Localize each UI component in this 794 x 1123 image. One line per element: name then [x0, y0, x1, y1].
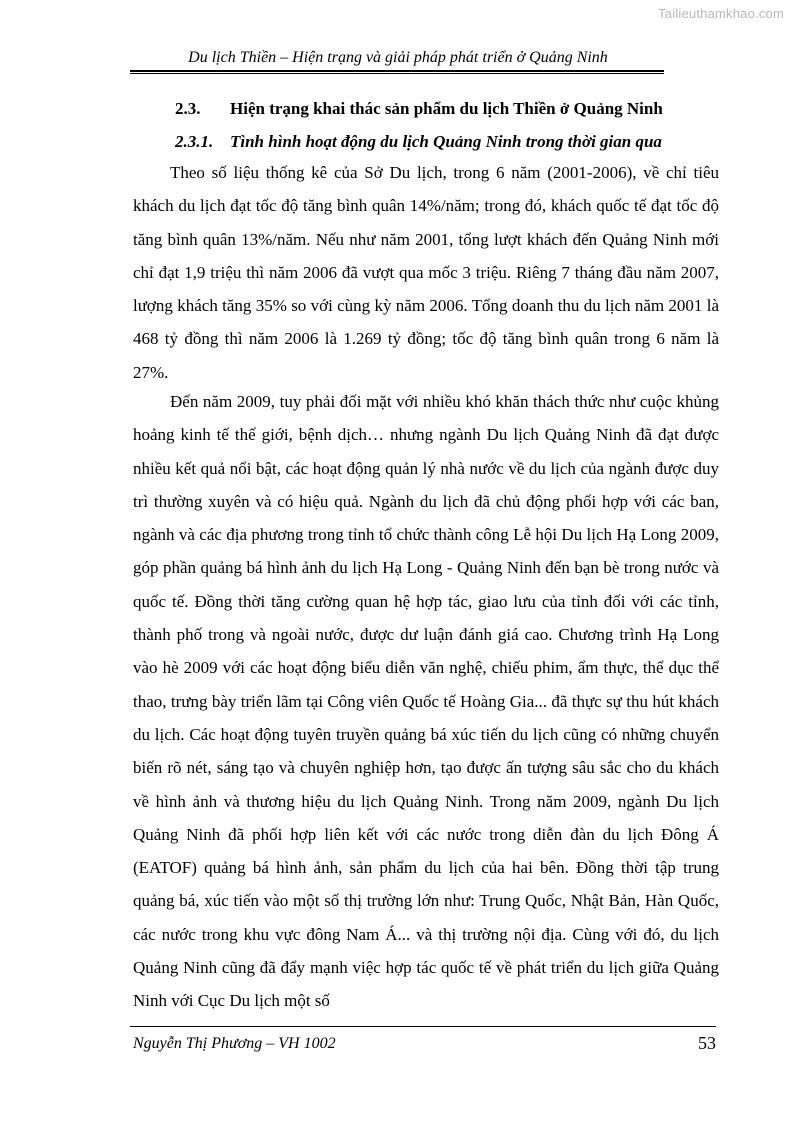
body-paragraph-2	[133, 385, 719, 1018]
footer-author: Nguyễn Thị Phương – VH 1002	[133, 1035, 336, 1052]
section-number: 2.3.	[175, 99, 201, 118]
watermark: Tailieuthamkhao.com	[658, 6, 784, 21]
footer-rule	[130, 1026, 716, 1027]
header-rule-thick	[130, 70, 664, 72]
header-rule-thin	[130, 73, 664, 74]
paragraph-text: Theo số liệu thống kê của Sở Du lịch, trong 6 năm (2001-2006), về chỉ tiêu khách du lịch đạt tốc độ tăng bình quân 14%/năm; trong đó, khách quốc tế đạt tốc độ tăng bình quân 13%/năm. Nếu như năm 2001, tổng lượt khách đến Quảng Ninh mới chỉ đạt 1,9 triệu thì năm 2006 đã vượt qua mốc 3 triệu. Riêng 7 tháng đầu năm 2007, lượng khách tăng 35% so với cùng kỳ năm 2006. Tổng doanh thu du lịch năm 2001 là 468 tỷ đồng thì năm 2006 là 1.269 tỷ đồng; tốc độ tăng bình quân trong 6 năm là 27%.	[133, 163, 719, 382]
paragraph-text: Đến năm 2009, tuy phải đối mặt với nhiều khó khăn thách thức như cuộc khủng hoảng kinh tế thế giới, bệnh dịch… nhưng ngành Du lịch Quảng Ninh đã đạt được nhiều kết quả nổi bật, các hoạt động quản lý nhà nước về du lịch của ngành được duy trì thường xuyên và có hiệu quả. Ngành du lịch đã chủ động phối hợp với các ban, ngành và các địa phương trong tỉnh tổ chức thành công Lễ hội Du lịch Hạ Long 2009, góp phần quảng bá hình ảnh du lịch Hạ Long - Quảng Ninh đến bạn bè trong nước và quốc tế. Đồng thời tăng cường quan hệ hợp tác, giao lưu của tỉnh đối với các tỉnh, thành phố trong và ngoài nước, được dư luận đánh giá cao. Chương trình Hạ Long vào hè 2009 với các hoạt động biểu diễn văn nghệ, chiếu phim, ẩm thực, thể dục thể thao, trưng bày triển lãm tại Công viên Quốc tế Hoàng Gia... đã thực sự thu hút khách du lịch. Các hoạt động tuyên truyền quảng bá xúc tiến du lịch cũng có những chuyển biến rõ nét, sáng tạo và chuyên nghiệp hơn, tạo được ấn tượng sâu sắc cho du khách về hình ảnh và thương hiệu du lịch Quảng Ninh. Trong năm 2009, ngành Du lịch Quảng Ninh đã phối hợp liên kết với các nước trong diễn đàn du lịch Đông Á (EATOF) quảng bá hình ảnh, sản phẩm du lịch của hai bên. Đồng thời tập trung quảng bá, xúc tiến vào một số thị trường lớn như: Trung Quốc, Nhật Bản, Hàn Quốc, các nước trong khu vực đông Nam Á... và thị trường nội địa. Cùng với đó, du lịch Quảng Ninh cũng đã đẩy mạnh việc hợp tác quốc tế về phát triển du lịch giữa Quảng Ninh với Cục Du lịch một số	[133, 392, 719, 1011]
subsection-title: Tình hình hoạt động du lịch Quảng Ninh trong thời gian qua	[230, 132, 662, 151]
subsection-heading	[175, 130, 662, 154]
body-paragraph-1	[133, 156, 719, 389]
running-header: Du lịch Thiền – Hiện trạng và giải pháp phát triển ở Quảng Ninh	[188, 49, 608, 66]
section-title: Hiện trạng khai thác sản phẩm du lịch Thiền ở Quảng Ninh	[230, 99, 663, 118]
section-heading	[175, 97, 663, 121]
page-number: 53	[698, 1033, 716, 1053]
subsection-number: 2.3.1.	[175, 132, 214, 151]
